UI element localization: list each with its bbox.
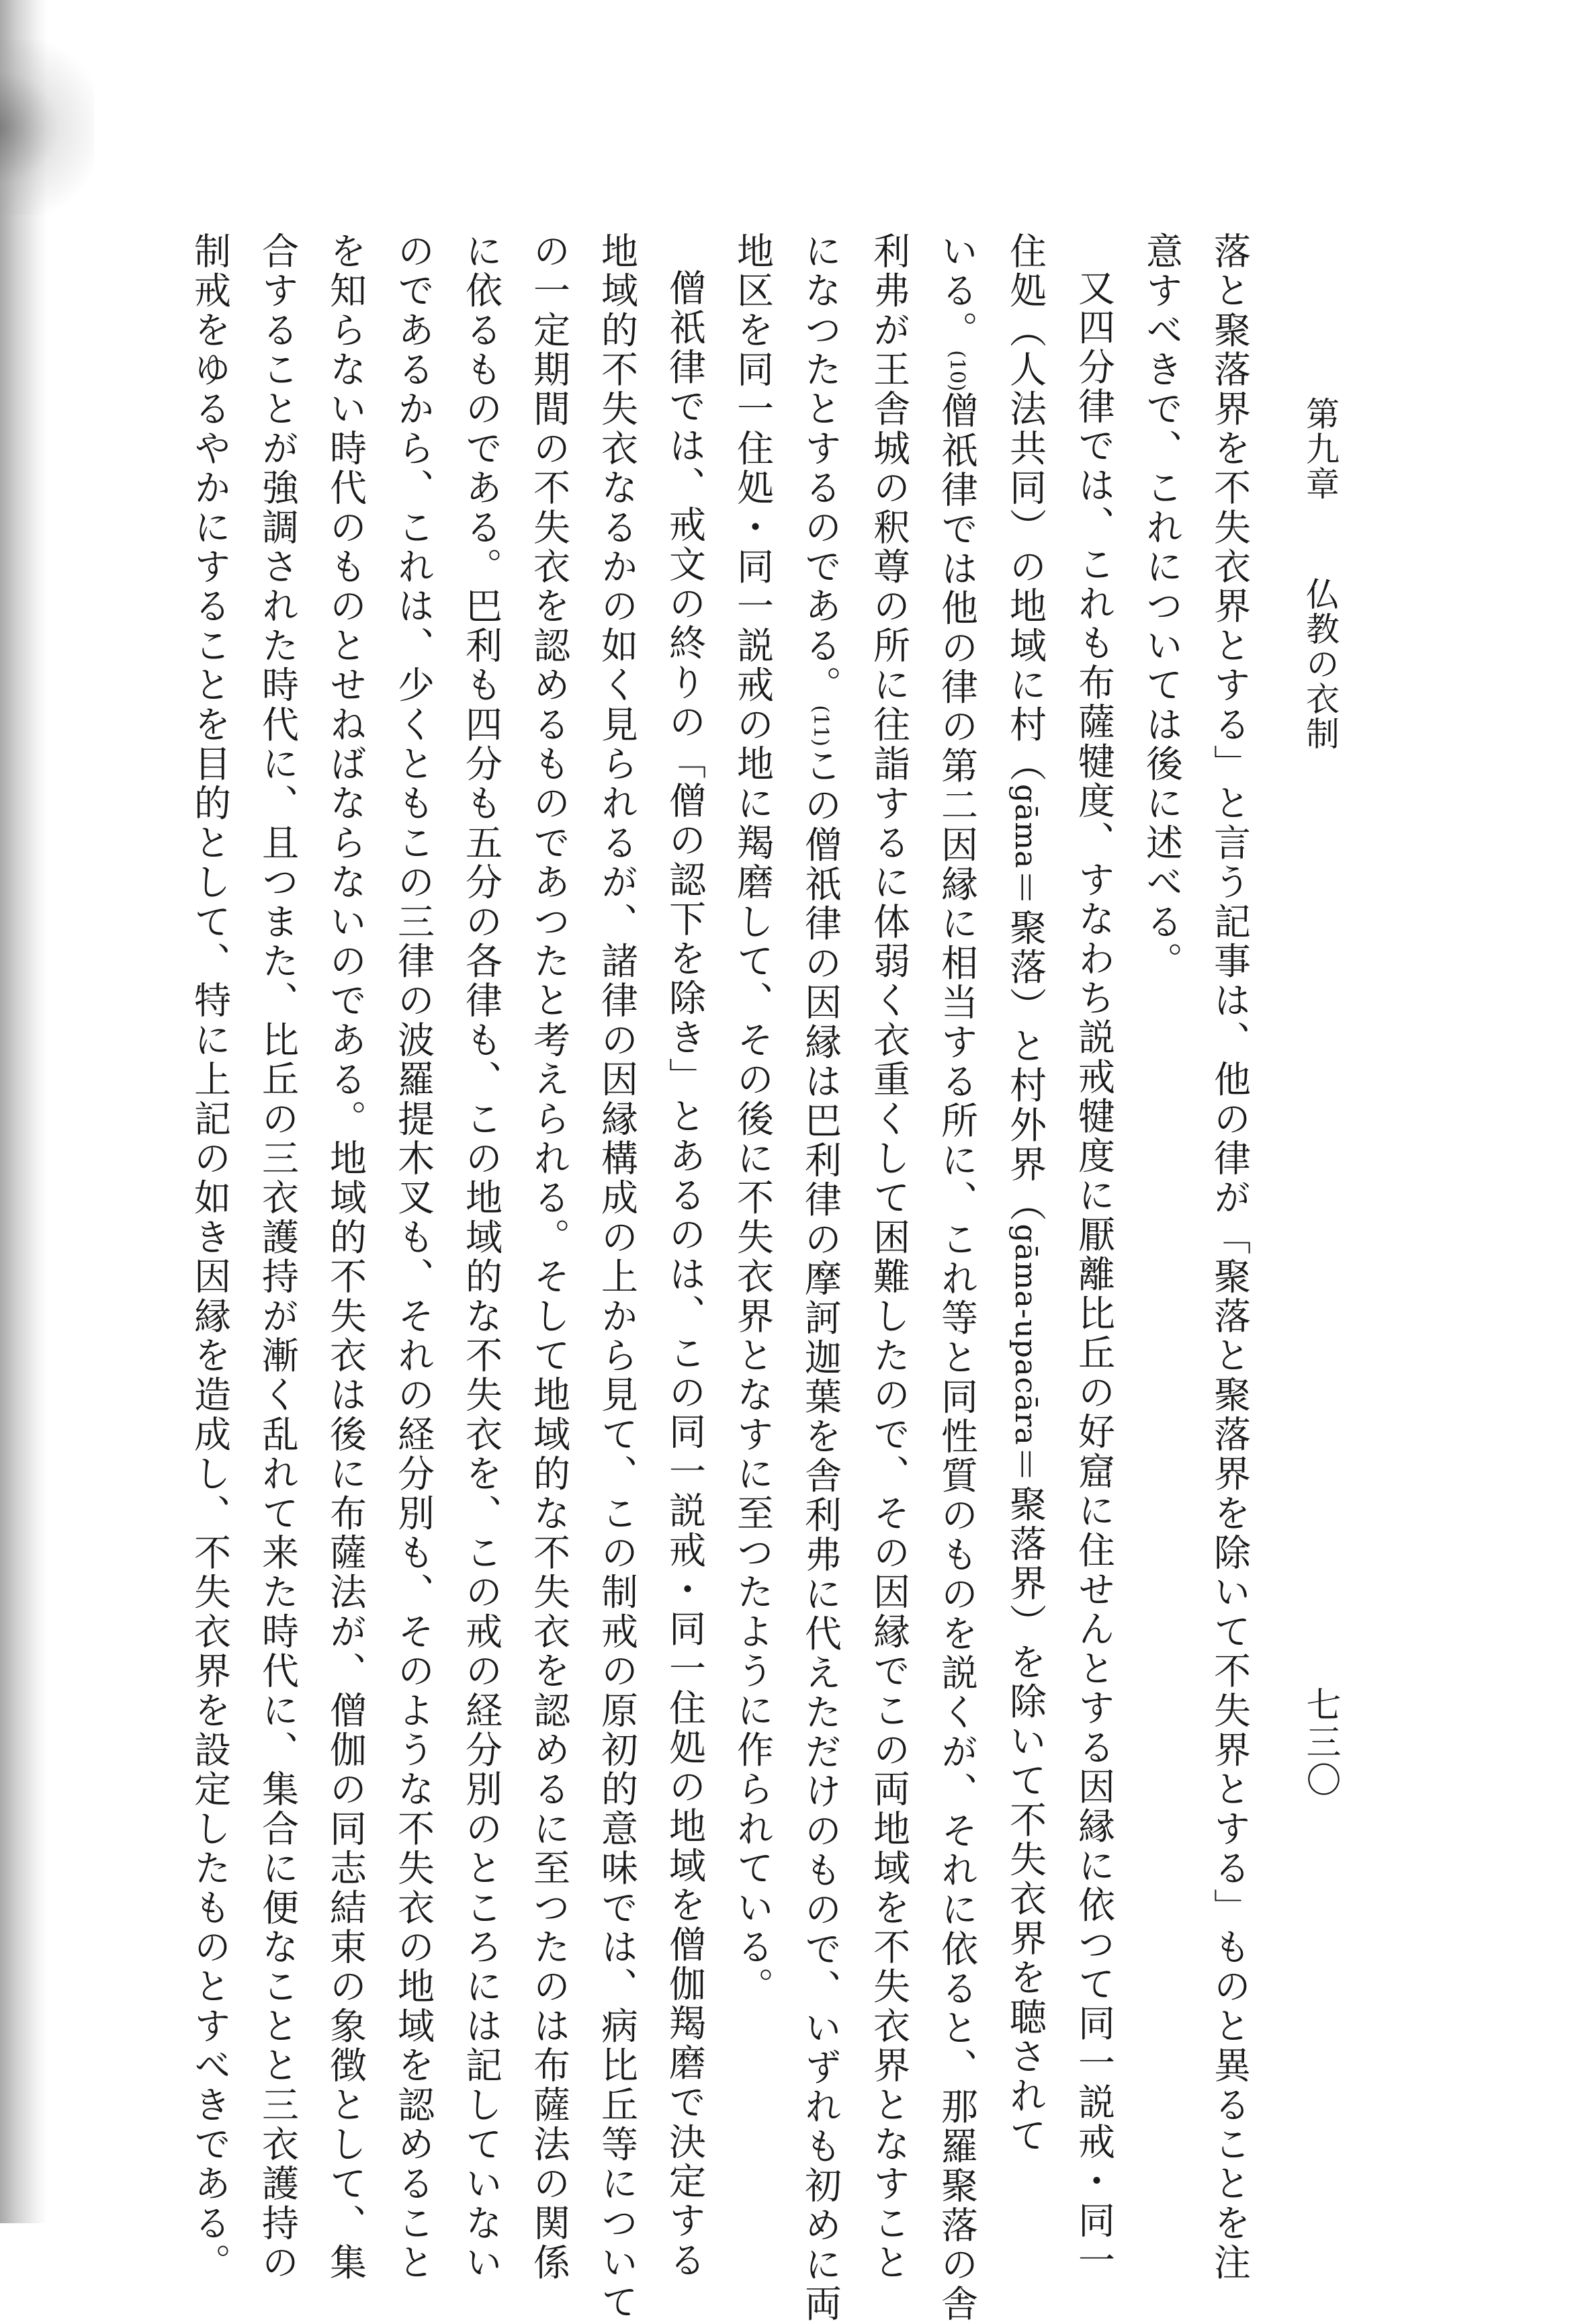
text-line: 利弗が王舎城の釈尊の所に往詣するに体弱く衣重くして困難したので、その因縁でこの両地域を不失衣界となすこと [867,232,910,2283]
chapter-title: 仏教の衣制 [1301,576,1340,751]
text-line [786,232,855,2324]
footnote-reference: (11) [809,705,832,746]
text-segment: ＝聚落）と村外界（ [1004,869,1047,1224]
text-line [991,232,1059,2156]
text-segment: 住処（人法共同）の地域に村（ [1004,232,1047,784]
romanized-term: gāma [1008,783,1043,869]
scan-shadow-blot [0,40,94,215]
body-text [188,232,1263,2324]
text-line: 落と聚落界を不失衣界とする」と言う記事は、他の律が「聚落と聚落界を除いて不失界とする」ものと異ることを注 [1208,232,1251,2283]
text-line: を知らない時代のものとせねばならないのである。地域的不失衣は後に布薩法が、僧伽の同志結束の象徴として、集 [324,232,367,2283]
text-segment: ＝聚落界）を除いて不失衣界を聴されて [1004,1445,1047,2156]
footnote-reference: (10) [945,350,969,392]
text-line: 僧祇律では、戒文の終りの「僧の認下を除き」とあるのは、この同一説戒・同一住処の地域を僧伽羯磨で決定する [663,269,706,2280]
text-line: 又四分律では、これも布薩犍度、すなわち説戒犍度に厭離比丘の好窟に住せんとする因縁に依つて同一説戒・同一 [1072,269,1115,2280]
text-line: のであるから、これは、少くともこの三律の波羅提木叉も、それの経分別も、そのような不失衣の地域を認めること [392,232,435,2283]
running-head [1300,396,1340,751]
text-line: の一定期間の不失衣を認めるものであつたと考えられる。そして地域的な不失衣を認めるに至つたのは布薩法の関係 [527,232,570,2283]
text-segment: になつたとするのである。 [799,232,842,705]
scan-shadow-edge [0,0,47,2223]
romanized-term: gāma-upacāra [1008,1223,1043,1446]
page-number: 七三〇 [1300,1686,1340,1799]
chapter-label: 第九章 [1301,396,1340,501]
text-line: 制戒をゆるやかにすることを目的として、特に上記の如き因縁を造成し、不失衣界を設定したものとすべきである。 [188,232,231,2283]
text-segment: 僧祇律では他の律の第二因縁に相当する所に、これ等と同性質のものを説くが、それに依ると、那羅聚落の舎 [935,391,978,2324]
text-line: 合することが強調された時代に、且つまた、比丘の三衣護持が漸く乱れて来た時代に、集合に便なことと三衣護持の [256,232,299,2283]
text-line: 意すべきで、これについては後に述べる。 [1140,232,1183,982]
text-line: に依るものである。巴利も四分も五分の各律も、この地域的な不失衣を、この戒の経分別のところには記していない [460,232,503,2283]
text-segment: いる。 [935,232,978,351]
text-line: 地域的不失衣なるかの如く見られるが、諸律の因縁構成の上から見て、この制戒の原初的意味では、病比丘等について [595,232,638,2323]
text-segment: この僧祇律の因縁は巴利律の摩訶迦葉を舎利弗に代えただけのもので、いずれも初めに両 [799,746,842,2324]
text-line: 地区を同一住処・同一説戒の地に羯磨して、その後に不失衣界となすに至つたように作られている。 [731,232,774,2007]
text-line [922,232,991,2324]
